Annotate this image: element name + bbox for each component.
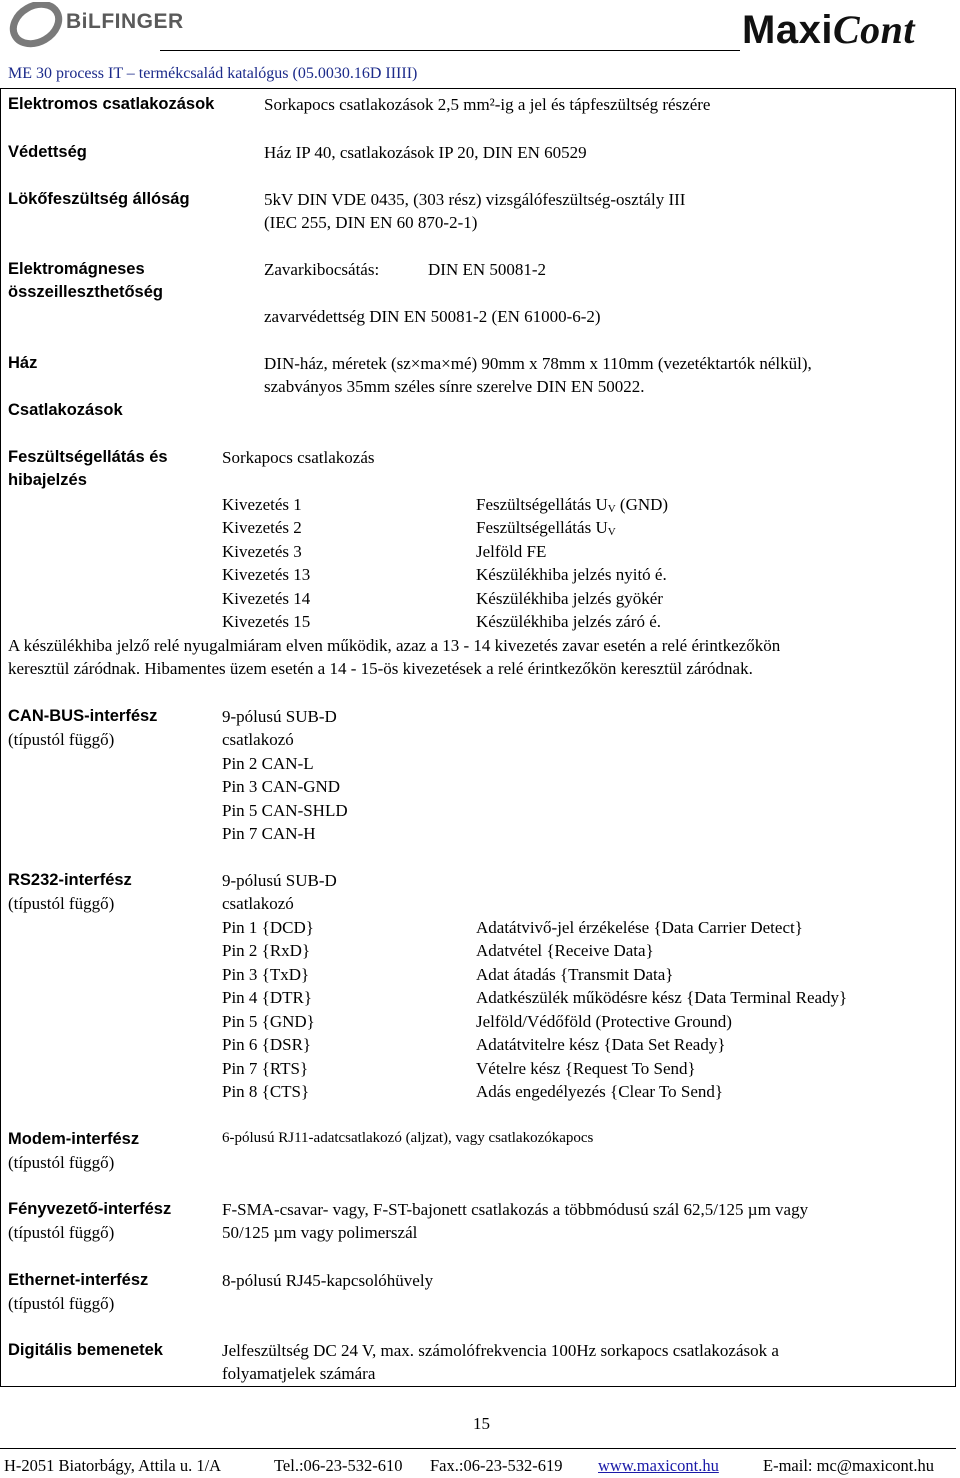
terminal-pin: Kivezetés 1 bbox=[222, 495, 302, 514]
rs232-head-2: csatlakozó bbox=[222, 894, 294, 913]
terminal-desc: Készülékhiba jelzés záró é. bbox=[476, 612, 662, 631]
rs232-desc: Adatkészülék működésre kész {Data Terminal Ready} bbox=[476, 988, 848, 1007]
label-can-1: CAN-BUS-interfész bbox=[8, 707, 158, 725]
terminal-desc: Jelföld FE bbox=[476, 542, 547, 561]
label-modem-2: (típustól függő) bbox=[8, 1153, 115, 1172]
page-number: 15 bbox=[473, 1414, 490, 1433]
rs232-desc: Adatátvitelre kész {Data Set Ready} bbox=[476, 1035, 726, 1054]
label-elektromos: Elektromos csatlakozások bbox=[8, 95, 215, 113]
footer-email[interactable]: E-mail: mc@maxicont.hu bbox=[763, 1456, 934, 1475]
label-csatlakozasok: Csatlakozások bbox=[8, 401, 123, 419]
rs232-head-1: 9-pólusú SUB-D bbox=[222, 871, 337, 890]
rs232-desc: Vételre kész {Request To Send} bbox=[476, 1059, 696, 1078]
rs232-desc: Jelföld/Védőföld (Protective Ground) bbox=[476, 1012, 732, 1031]
footer-website-link[interactable]: www.maxicont.hu bbox=[598, 1456, 719, 1475]
terminal-desc: Készülékhiba jelzés gyökér bbox=[476, 589, 663, 608]
value-haz-1: DIN-ház, méretek (sz×ma×mé) 90mm x 78mm x 110mm (vezetéktartók nélkül), bbox=[264, 354, 812, 373]
value-ethernet: 8-pólusú RJ45-kapcsolóhüvely bbox=[222, 1271, 434, 1290]
header-rule bbox=[160, 50, 740, 51]
label-power-1: Feszültségellátás és bbox=[8, 448, 168, 466]
value-emc-b: DIN EN 50081-2 bbox=[428, 260, 547, 279]
label-lokofeszultseg: Lökőfeszültség állóság bbox=[8, 190, 190, 208]
rs232-pin: Pin 5 {GND} bbox=[222, 1012, 315, 1031]
can-line: Pin 2 CAN-L bbox=[222, 754, 314, 773]
value-modem: 6-pólusú RJ11-adatcsatlakozó (aljzat), vagy csatlakozókapocs bbox=[222, 1130, 594, 1146]
terminal-desc: Készülékhiba jelzés nyitó é. bbox=[476, 565, 667, 584]
value-emc-a: Zavarkibocsátás: bbox=[264, 260, 380, 279]
label-digital: Digitális bemenetek bbox=[8, 1341, 163, 1359]
rs232-pin: Pin 4 {DTR} bbox=[222, 988, 312, 1007]
value-fiber-1: F-SMA-csavar- vagy, F-ST-bajonett csatlakozás a többmódusú szál 62,5/125 µm vagy bbox=[222, 1200, 809, 1219]
rs232-desc: Adás engedélyezés {Clear To Send} bbox=[476, 1082, 724, 1101]
footer-phone: Tel.:06-23-532-610 bbox=[274, 1456, 403, 1475]
footer-fax: Fax.:06-23-532-619 bbox=[430, 1456, 563, 1475]
value-digital-2: folyamatjelek számára bbox=[222, 1364, 376, 1383]
can-line: 9-pólusú SUB-D bbox=[222, 707, 337, 726]
rs232-desc: Adatvétel {Receive Data} bbox=[476, 941, 654, 960]
label-emc-1: Elektromágneses bbox=[8, 260, 145, 278]
can-line: Pin 7 CAN-H bbox=[222, 824, 316, 843]
label-haz: Ház bbox=[8, 354, 38, 372]
value-lokofeszultseg-2: (IEC 255, DIN EN 60 870-2-1) bbox=[264, 213, 478, 232]
rs232-desc: Adatátvivő-jel érzékelése {Data Carrier Detect} bbox=[476, 918, 803, 937]
terminal-desc: Feszültségellátás UV (GND) bbox=[476, 495, 669, 515]
terminal-pin: Kivezetés 14 bbox=[222, 589, 311, 608]
value-lokofeszultseg-1: 5kV DIN VDE 0435, (303 rész) vizsgálófeszültség-osztály III bbox=[264, 190, 686, 209]
can-line: Pin 3 CAN-GND bbox=[222, 777, 341, 796]
company-name: BiLFINGER bbox=[66, 10, 184, 33]
rs232-pin: Pin 8 {CTS} bbox=[222, 1082, 310, 1101]
label-power-2: hibajelzés bbox=[8, 471, 87, 489]
rs232-pin: Pin 6 {DSR} bbox=[222, 1035, 312, 1054]
rs232-pin: Pin 1 {DCD} bbox=[222, 918, 314, 937]
power-intro: Sorkapocs csatlakozás bbox=[222, 448, 375, 467]
label-fiber-2: (típustól függő) bbox=[8, 1223, 115, 1242]
footer-rule bbox=[0, 1448, 956, 1449]
label-emc-2: összeilleszthetőség bbox=[8, 283, 163, 301]
label-fiber-1: Fényvezető-interfész bbox=[8, 1200, 172, 1218]
maxicont-logo: MaxiCont bbox=[742, 7, 915, 52]
bilfinger-logo-icon bbox=[4, 2, 64, 48]
terminal-pin: Kivezetés 2 bbox=[222, 518, 302, 537]
label-ethernet-1: Ethernet-interfész bbox=[8, 1271, 149, 1289]
rs232-pin: Pin 7 {RTS} bbox=[222, 1059, 309, 1078]
can-line: csatlakozó bbox=[222, 730, 294, 749]
value-digital-1: Jelfeszültség DC 24 V, max. számolófrekvencia 100Hz sorkapocs csatlakozások a bbox=[222, 1341, 779, 1360]
rs232-pin: Pin 3 {TxD} bbox=[222, 965, 310, 984]
can-line: Pin 5 CAN-SHLD bbox=[222, 801, 348, 820]
label-ethernet-2: (típustól függő) bbox=[8, 1294, 115, 1313]
label-vedettseg: Védettség bbox=[8, 143, 87, 161]
value-fiber-2: 50/125 µm vagy polimerszál bbox=[222, 1223, 418, 1242]
label-can-2: (típustól függő) bbox=[8, 730, 115, 749]
relay-note-1: A készülékhiba jelző relé nyugalmiáram elven működik, azaz a 13 - 14 kivezetés zavar esetén a relé érintkezőkön bbox=[8, 636, 781, 655]
catalog-subtitle: ME 30 process IT – termékcsalád katalógus (05.0030.16D IIIII) bbox=[8, 65, 418, 82]
label-rs232-1: RS232-interfész bbox=[8, 871, 132, 889]
label-modem-1: Modem-interfész bbox=[8, 1130, 140, 1148]
footer-address: H-2051 Biatorbágy, Attila u. 1/A bbox=[4, 1456, 222, 1475]
terminal-pin: Kivezetés 3 bbox=[222, 542, 302, 561]
relay-note-2: keresztül záródnak. Hibamentes üzem esetén a 14 - 15-ös kivezetések a relé érintkezőkön keresztül záródnak. bbox=[8, 659, 753, 678]
label-rs232-2: (típustól függő) bbox=[8, 894, 115, 913]
value-emc-2: zavarvédettség DIN EN 50081-2 (EN 61000-6-2) bbox=[264, 307, 601, 326]
rs232-desc: Adat átadás {Transmit Data} bbox=[476, 965, 674, 984]
terminal-pin: Kivezetés 13 bbox=[222, 565, 311, 584]
terminal-desc: Feszültségellátás UV bbox=[476, 518, 616, 538]
value-haz-2: szabványos 35mm széles sínre szerelve DIN EN 50022. bbox=[264, 377, 645, 396]
value-vedettseg: Ház IP 40, csatlakozások IP 20, DIN EN 60529 bbox=[264, 143, 587, 162]
rs232-pin: Pin 2 {RxD} bbox=[222, 941, 311, 960]
terminal-pin: Kivezetés 15 bbox=[222, 612, 311, 631]
value-elektromos: Sorkapocs csatlakozások 2,5 mm²-ig a jel és tápfeszültség részére bbox=[264, 95, 711, 114]
